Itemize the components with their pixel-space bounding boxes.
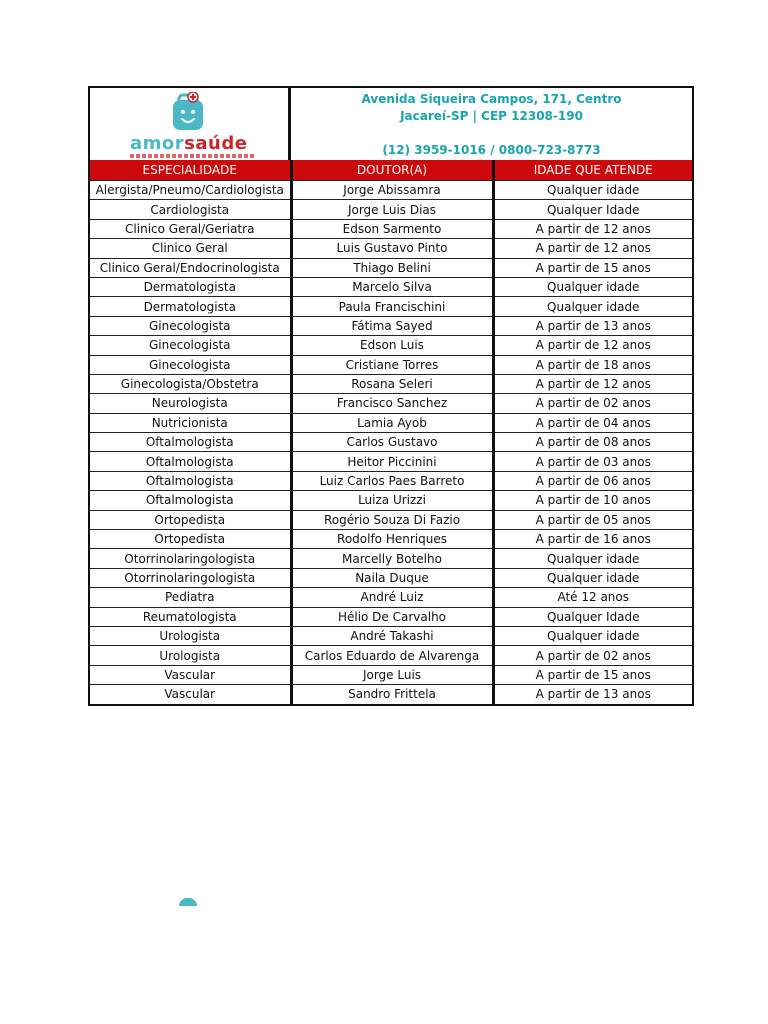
doutor-cell: Marcelo Silva	[291, 277, 493, 296]
especialidade-cell: Ginecologista	[90, 355, 291, 374]
doutor-cell: Jorge Luis Dias	[291, 200, 493, 219]
especialidade-cell: Oftalmologista	[90, 491, 291, 510]
doutor-cell: Francisco Sanchez	[291, 394, 493, 413]
doutor-cell: Paula Francischini	[291, 297, 493, 316]
idade-cell: A partir de 10 anos	[493, 491, 692, 510]
doutor-cell: Jorge Luis	[291, 665, 493, 684]
table-row	[90, 355, 692, 374]
idade-cell: A partir de 08 anos	[493, 433, 692, 452]
table-row	[90, 530, 692, 549]
especialidade-cell: Oftalmologista	[90, 433, 291, 452]
especialidade-cell: Ginecologista/Obstetra	[90, 374, 291, 393]
especialidade-cell: Nutricionista	[90, 413, 291, 432]
table-row	[90, 665, 692, 684]
doutor-cell: André Takashi	[291, 626, 493, 645]
idade-cell: Qualquer idade	[493, 277, 692, 296]
idade-cell: A partir de 05 anos	[493, 510, 692, 529]
table-row	[90, 413, 692, 432]
table-row	[90, 549, 692, 568]
idade-cell: A partir de 12 anos	[493, 336, 692, 355]
doutor-cell: André Luiz	[291, 588, 493, 607]
doutor-cell: Heitor Piccinini	[291, 452, 493, 471]
especialidade-cell: Reumatologista	[90, 607, 291, 626]
especialidade-cell: Ginecologista	[90, 316, 291, 335]
table-header-row	[90, 160, 692, 181]
column-header-especialidade: ESPECIALIDADE	[90, 160, 291, 181]
decorative-teal-mark	[179, 898, 197, 906]
table-row	[90, 336, 692, 355]
especialidade-cell: Dermatologista	[90, 277, 291, 296]
table-row	[90, 626, 692, 645]
doutor-cell: Cristiane Torres	[291, 355, 493, 374]
column-header-idade: IDADE QUE ATENDE	[493, 160, 692, 181]
idade-cell: Qualquer Idade	[493, 607, 692, 626]
especialidade-cell: Otorrinolaringologista	[90, 549, 291, 568]
sheet-header	[90, 88, 692, 160]
especialidade-cell: Neurologista	[90, 394, 291, 413]
idade-cell: A partir de 12 anos	[493, 239, 692, 258]
especialidade-cell: Ortopedista	[90, 530, 291, 549]
clinic-info	[291, 88, 692, 160]
especialidade-cell: Dermatologista	[90, 297, 291, 316]
table-row	[90, 258, 692, 277]
table-row	[90, 219, 692, 238]
table-row	[90, 646, 692, 665]
idade-cell: Qualquer Idade	[493, 200, 692, 219]
doutor-cell: Sandro Frittela	[291, 685, 493, 704]
table-body	[90, 181, 692, 704]
amorsaude-logo-icon	[173, 92, 203, 132]
idade-cell: A partir de 15 anos	[493, 258, 692, 277]
table-row	[90, 316, 692, 335]
phone-numbers: (12) 3959-1016 / 0800-723-8773	[382, 143, 601, 157]
doutor-cell: Edson Luis	[291, 336, 493, 355]
address-line-2: Jacareí-SP | CEP 12308-190	[400, 109, 583, 123]
idade-cell: A partir de 16 anos	[493, 530, 692, 549]
table-row	[90, 607, 692, 626]
doutor-cell: Jorge Abissamra	[291, 181, 493, 200]
idade-cell: Qualquer idade	[493, 181, 692, 200]
table-row	[90, 394, 692, 413]
especialidade-cell: Oftalmologista	[90, 471, 291, 490]
logo-tagline-mark	[130, 154, 254, 158]
table-row	[90, 433, 692, 452]
idade-cell: A partir de 13 anos	[493, 316, 692, 335]
especialidade-cell: Vascular	[90, 665, 291, 684]
column-header-doutor: DOUTOR(A)	[291, 160, 493, 181]
especialidade-cell: Clinico Geral/Endocrinologista	[90, 258, 291, 277]
doutor-cell: Carlos Gustavo	[291, 433, 493, 452]
table-row	[90, 510, 692, 529]
table-row	[90, 239, 692, 258]
doutor-cell: Rogério Souza Di Fazio	[291, 510, 493, 529]
doutor-cell: Hélio De Carvalho	[291, 607, 493, 626]
table-row	[90, 374, 692, 393]
idade-cell: Até 12 anos	[493, 588, 692, 607]
table-row	[90, 452, 692, 471]
doutor-cell: Luis Gustavo Pinto	[291, 239, 493, 258]
logo-word-saude: saúde	[184, 133, 248, 154]
doutor-cell: Thiago Belini	[291, 258, 493, 277]
doutor-cell: Naila Duque	[291, 568, 493, 587]
idade-cell: A partir de 15 anos	[493, 665, 692, 684]
especialidade-cell: Alergista/Pneumo/Cardiologista	[90, 181, 291, 200]
doutor-cell: Marcelly Botelho	[291, 549, 493, 568]
especialidade-cell: Urologista	[90, 626, 291, 645]
doutor-cell: Fátima Sayed	[291, 316, 493, 335]
table-row	[90, 685, 692, 704]
address-line-1: Avenida Siqueira Campos, 171, Centro	[361, 92, 622, 106]
idade-cell: A partir de 12 anos	[493, 374, 692, 393]
clinic-schedule-sheet	[88, 86, 694, 706]
doutor-cell: Lamia Ayob	[291, 413, 493, 432]
table-row	[90, 277, 692, 296]
table-row	[90, 471, 692, 490]
doutor-cell: Luiza Urizzi	[291, 491, 493, 510]
idade-cell: A partir de 02 anos	[493, 394, 692, 413]
table-row	[90, 568, 692, 587]
logo-word-amor: amor	[130, 133, 185, 154]
idade-cell: Qualquer idade	[493, 549, 692, 568]
especialidade-cell: Urologista	[90, 646, 291, 665]
table-row	[90, 200, 692, 219]
table-row	[90, 181, 692, 200]
doutor-cell: Luiz Carlos Paes Barreto	[291, 471, 493, 490]
logo-wordmark	[130, 134, 247, 154]
idade-cell: A partir de 18 anos	[493, 355, 692, 374]
idade-cell: A partir de 06 anos	[493, 471, 692, 490]
table-row	[90, 588, 692, 607]
idade-cell: A partir de 13 anos	[493, 685, 692, 704]
especialidade-cell: Vascular	[90, 685, 291, 704]
idade-cell: A partir de 03 anos	[493, 452, 692, 471]
idade-cell: Qualquer idade	[493, 568, 692, 587]
especialidade-cell: Clinico Geral	[90, 239, 291, 258]
especialidade-cell: Ortopedista	[90, 510, 291, 529]
idade-cell: Qualquer idade	[493, 297, 692, 316]
especialidade-cell: Ginecologista	[90, 336, 291, 355]
especialidade-cell: Cardiologista	[90, 200, 291, 219]
especialidade-cell: Clinico Geral/Geriatra	[90, 219, 291, 238]
table-row	[90, 297, 692, 316]
idade-cell: A partir de 02 anos	[493, 646, 692, 665]
especialidade-cell: Oftalmologista	[90, 452, 291, 471]
doutor-cell: Rodolfo Henriques	[291, 530, 493, 549]
doutor-cell: Carlos Eduardo de Alvarenga	[291, 646, 493, 665]
idade-cell: A partir de 04 anos	[493, 413, 692, 432]
doctors-table	[90, 160, 692, 704]
doutor-cell: Rosana Seleri	[291, 374, 493, 393]
especialidade-cell: Pediatra	[90, 588, 291, 607]
table-row	[90, 491, 692, 510]
idade-cell: Qualquer idade	[493, 626, 692, 645]
especialidade-cell: Otorrinolaringologista	[90, 568, 291, 587]
idade-cell: A partir de 12 anos	[493, 219, 692, 238]
doutor-cell: Edson Sarmento	[291, 219, 493, 238]
logo-cell	[90, 88, 291, 160]
